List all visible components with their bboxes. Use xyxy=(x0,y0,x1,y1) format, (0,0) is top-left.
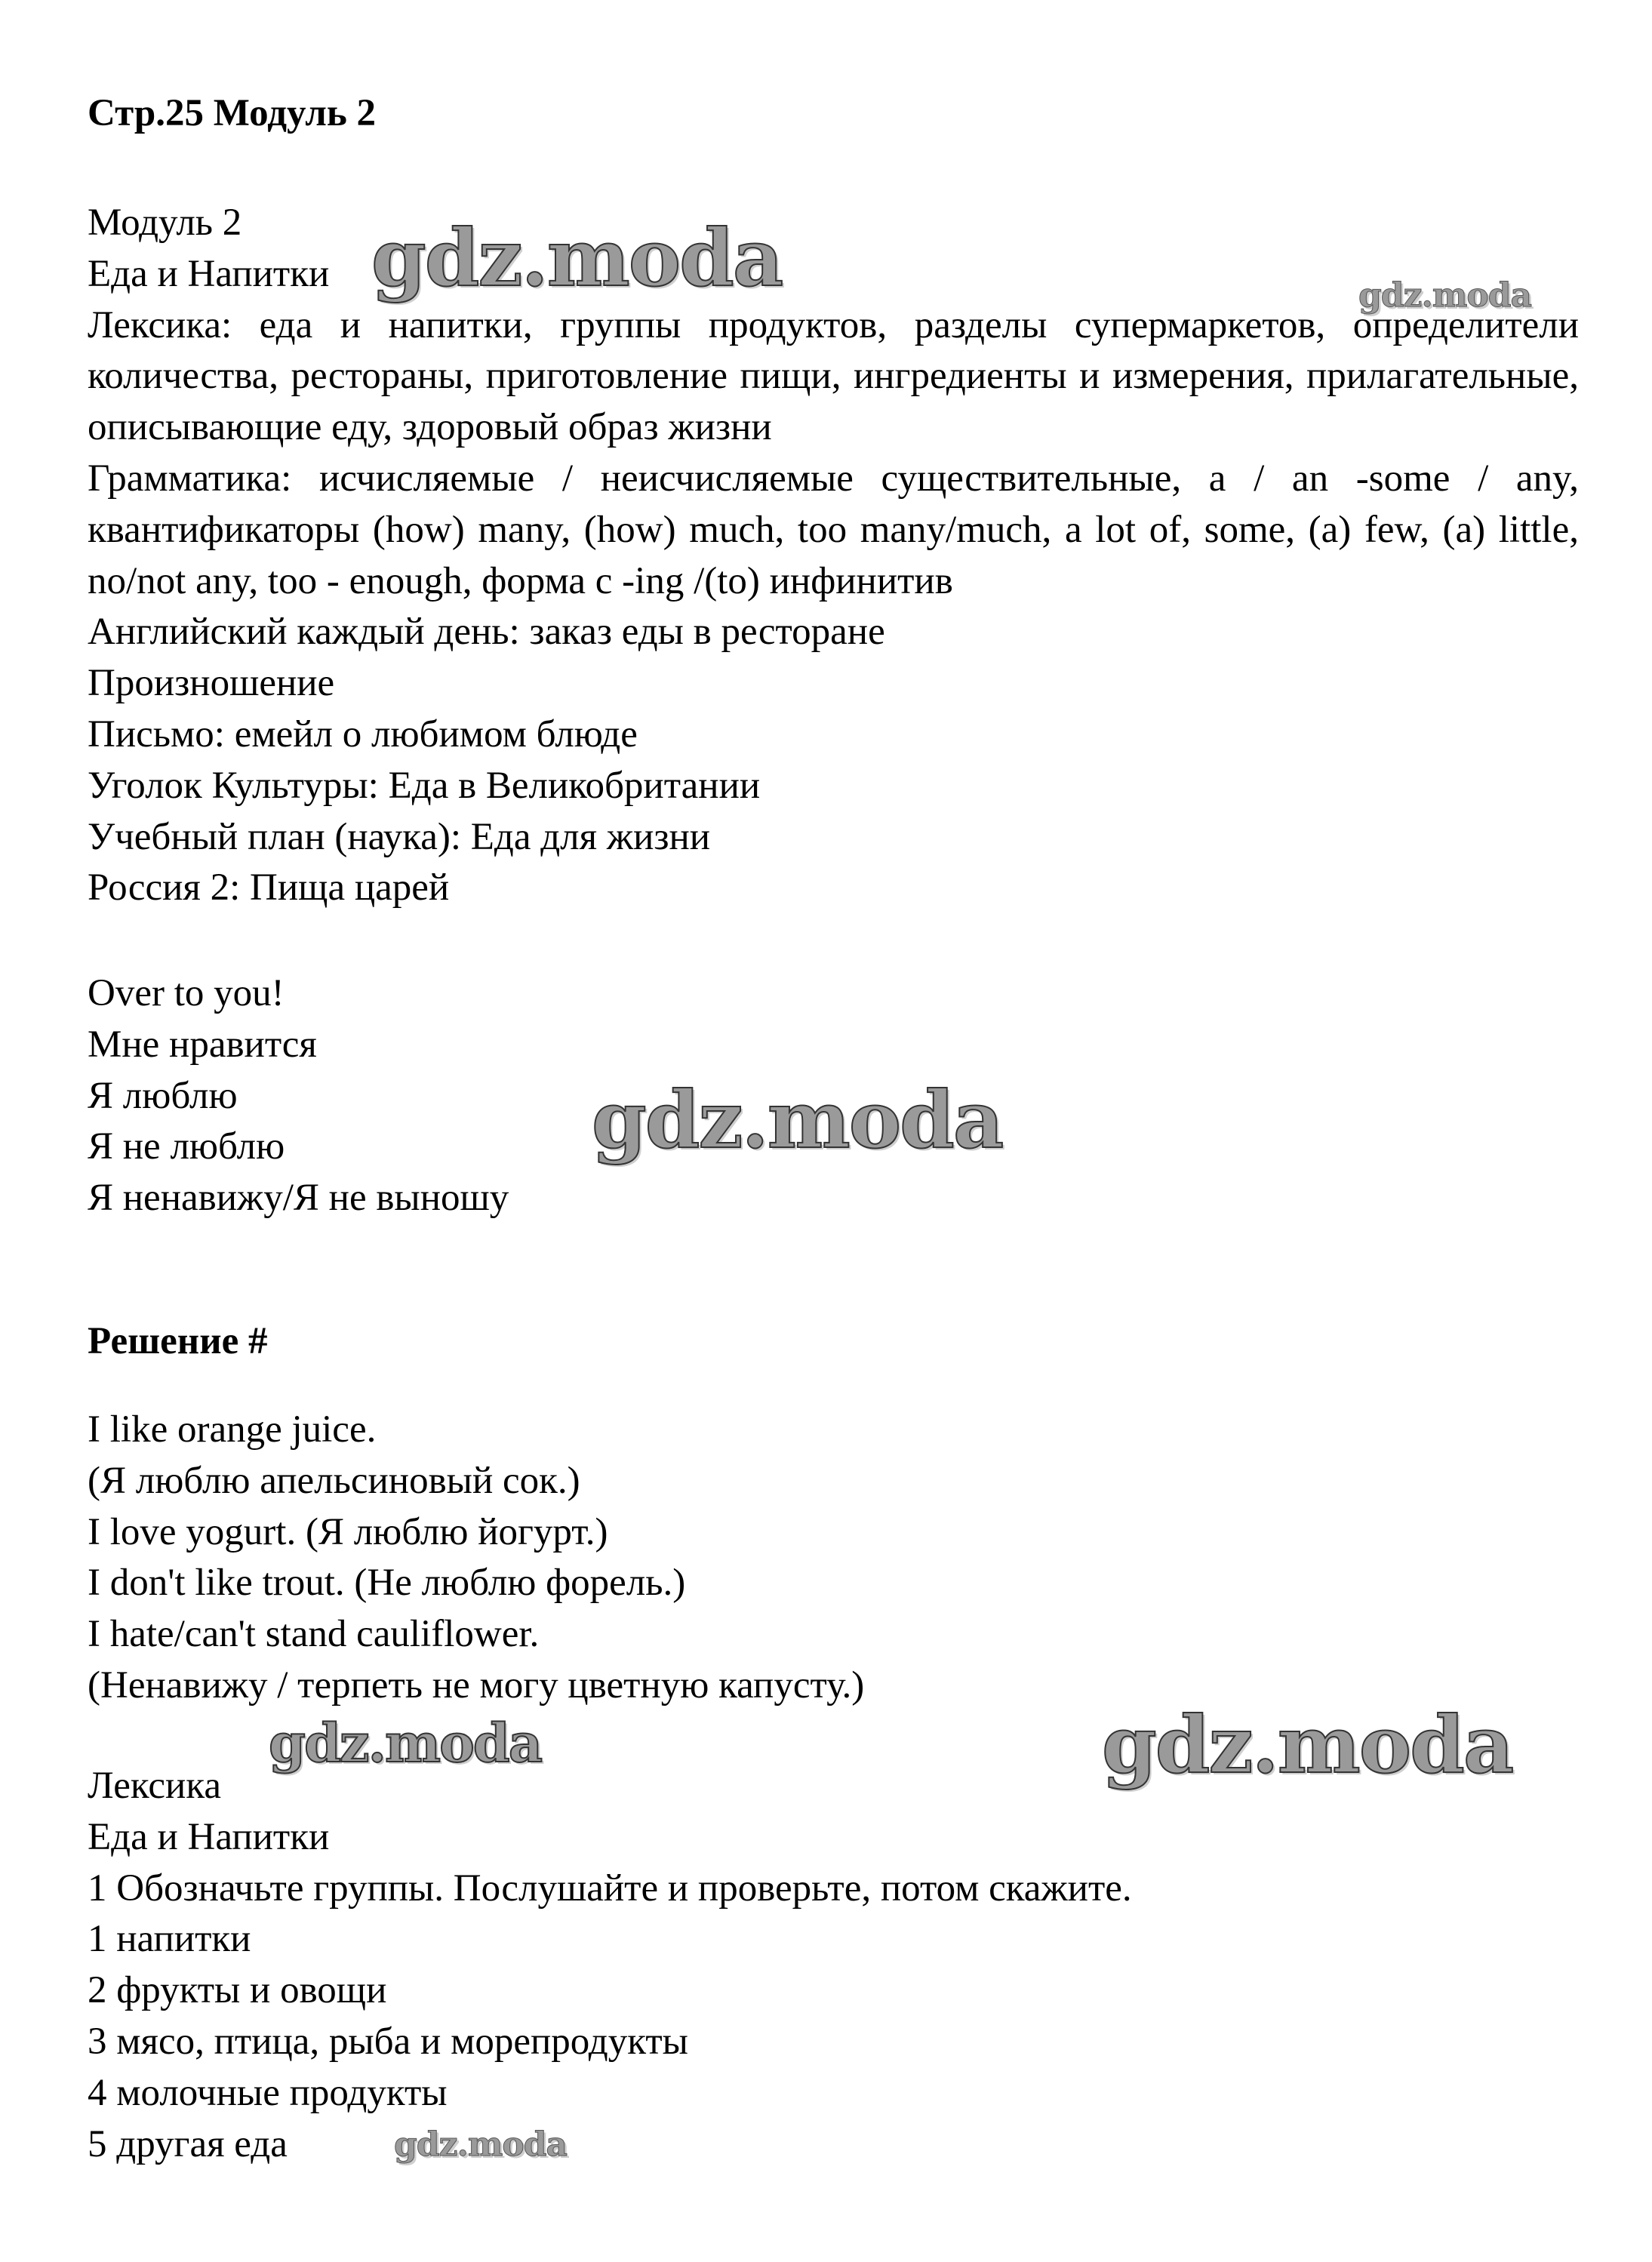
solution-line: I hate/can't stand cauliflower. xyxy=(88,1613,540,1656)
vocabulary-section xyxy=(88,1761,1579,2170)
watermark-logo: gdz.moda xyxy=(1102,1698,1513,1791)
solution-line: I like orange juice. xyxy=(88,1408,377,1451)
over-to-you-line: Я люблю xyxy=(88,1074,238,1117)
module-item: Учебный план (наука): Еда для жизни xyxy=(88,815,711,858)
module-item: Россия 2: Пища царей xyxy=(88,866,450,909)
module-item: Произношение xyxy=(88,662,335,705)
vocabulary-line: Еда и Напитки xyxy=(88,1815,330,1858)
over-to-you-line: Я ненавижу/Я не выношу xyxy=(88,1177,509,1220)
solution-line: (Ненавижу / терпеть не могу цветную капусту.) xyxy=(88,1663,865,1707)
over-to-you-line: Я не люблю xyxy=(88,1125,285,1168)
grammar-paragraph: Грамматика: исчисляемые / неисчисляемые существительные, a / an -some / any, квантификаторы (how) many, (how) much, too many/much, a lot of, some, (a) few, (a) little, no/not any, too - enough, форма с -ing /(to) инфинитив xyxy=(88,457,1579,602)
vocabulary-line: 1 Обозначьте группы. Послушайте и проверьте, потом скажите. xyxy=(88,1867,1132,1910)
watermark-logo: gdz.moda xyxy=(592,1073,1003,1166)
module-description xyxy=(88,198,1579,914)
solution-line: I love yogurt. (Я люблю йогурт.) xyxy=(88,1510,608,1553)
vocabulary-line: Лексика xyxy=(88,1765,221,1807)
vocabulary-line: 5 другая еда xyxy=(88,2122,288,2165)
solution-line: I don't like trout. (Не люблю форель.) xyxy=(88,1562,686,1605)
solution-section xyxy=(88,1405,1579,1712)
module-item: Английский каждый день: заказ еды в ресторане xyxy=(88,611,885,654)
solution-heading: Решение # xyxy=(88,1320,268,1362)
vocabulary-line: 1 напитки xyxy=(88,1918,251,1961)
module-line: Еда и Напитки xyxy=(88,252,330,295)
over-to-you-line: Мне нравится xyxy=(88,1023,317,1066)
vocabulary-line: 2 фрукты и овощи xyxy=(88,1969,387,2012)
solution-line: (Я люблю апельсиновый сок.) xyxy=(88,1459,580,1502)
module-item: Письмо: емейл о любимом блюде xyxy=(88,712,638,756)
watermark-logo: gdz.moda xyxy=(269,1712,542,1774)
vocabulary-line: 4 молочные продукты xyxy=(88,2071,448,2114)
watermark-logo: gdz.moda xyxy=(1358,276,1532,315)
page-title: Стр.25 Модуль 2 xyxy=(88,92,377,134)
module-line: Модуль 2 xyxy=(88,202,242,244)
over-to-you-line: Over to you! xyxy=(88,972,285,1014)
module-item: Уголок Культуры: Еда в Великобритании xyxy=(88,764,761,807)
watermark-logo: gdz.moda xyxy=(394,2125,568,2164)
lexis-paragraph: Лексика: еда и напитки, группы продуктов, разделы супермаркетов, определители количества, рестораны, приготовление пищи, ингредиенты и измерения, прилагательные, описывающие еду, здоровый образ жизни xyxy=(88,303,1579,449)
watermark-logo: gdz.moda xyxy=(371,211,783,304)
vocabulary-line: 3 мясо, птица, рыба и морепродукты xyxy=(88,2020,688,2063)
